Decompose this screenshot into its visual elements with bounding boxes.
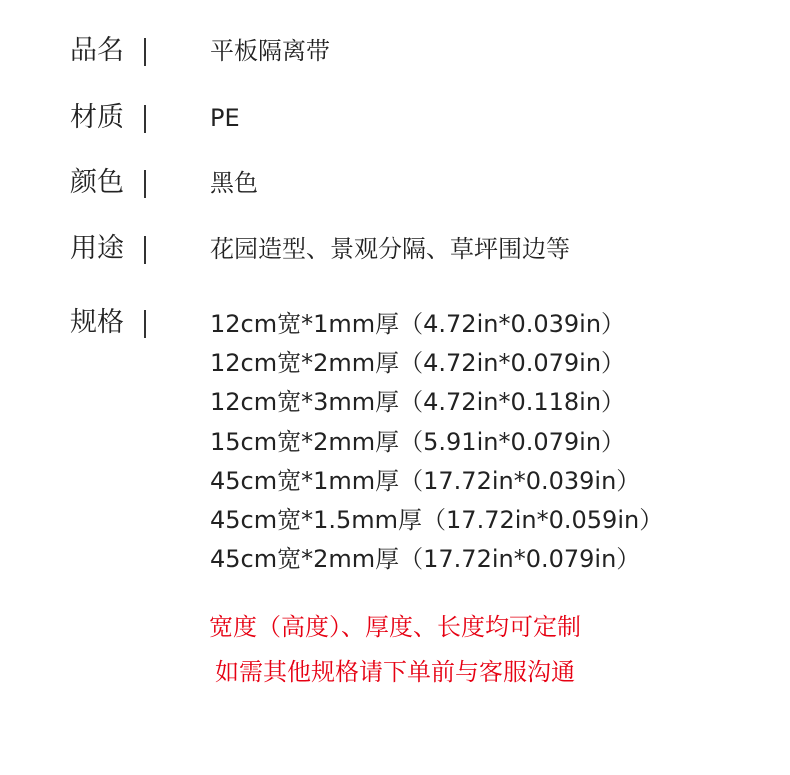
contact-service-note: 如需其他规格请下单前与客服沟通 bbox=[215, 658, 575, 686]
spec-item: 12cm宽*2mm厚（4.72in*0.079in） bbox=[210, 349, 626, 378]
field-label-spec: 规格 bbox=[70, 307, 124, 338]
label-divider bbox=[144, 310, 146, 338]
spec-item: 12cm宽*1mm厚（4.72in*0.039in） bbox=[210, 310, 626, 338]
spec-item: 15cm宽*2mm厚（5.91in*0.079in） bbox=[210, 427, 626, 456]
field-label-usage: 用途 bbox=[70, 233, 124, 264]
label-divider bbox=[144, 105, 146, 133]
field-label-material: 材质 bbox=[70, 102, 124, 133]
field-value-usage: 花园造型、景观分隔、草坪围边等 bbox=[210, 235, 570, 263]
field-value-name: 平板隔离带 bbox=[210, 37, 330, 65]
spec-item: 12cm宽*3mm厚（4.72in*0.118in） bbox=[210, 388, 626, 417]
field-value-color: 黑色 bbox=[210, 169, 258, 197]
spec-item: 45cm宽*2mm厚（17.72in*0.079in） bbox=[210, 545, 641, 574]
label-divider bbox=[144, 236, 146, 264]
custom-size-note: 宽度（高度）、厚度、长度均可定制 bbox=[209, 613, 581, 641]
field-label-name: 品名 bbox=[70, 35, 124, 66]
spec-item: 45cm宽*1.5mm厚（17.72in*0.059in） bbox=[210, 505, 664, 534]
label-divider bbox=[144, 170, 146, 198]
spec-list bbox=[210, 305, 663, 579]
label-divider bbox=[144, 38, 146, 66]
spec-item: 45cm宽*1mm厚（17.72in*0.039in） bbox=[210, 466, 641, 495]
field-label-color: 颜色 bbox=[70, 167, 124, 198]
field-value-material: PE bbox=[210, 104, 240, 132]
